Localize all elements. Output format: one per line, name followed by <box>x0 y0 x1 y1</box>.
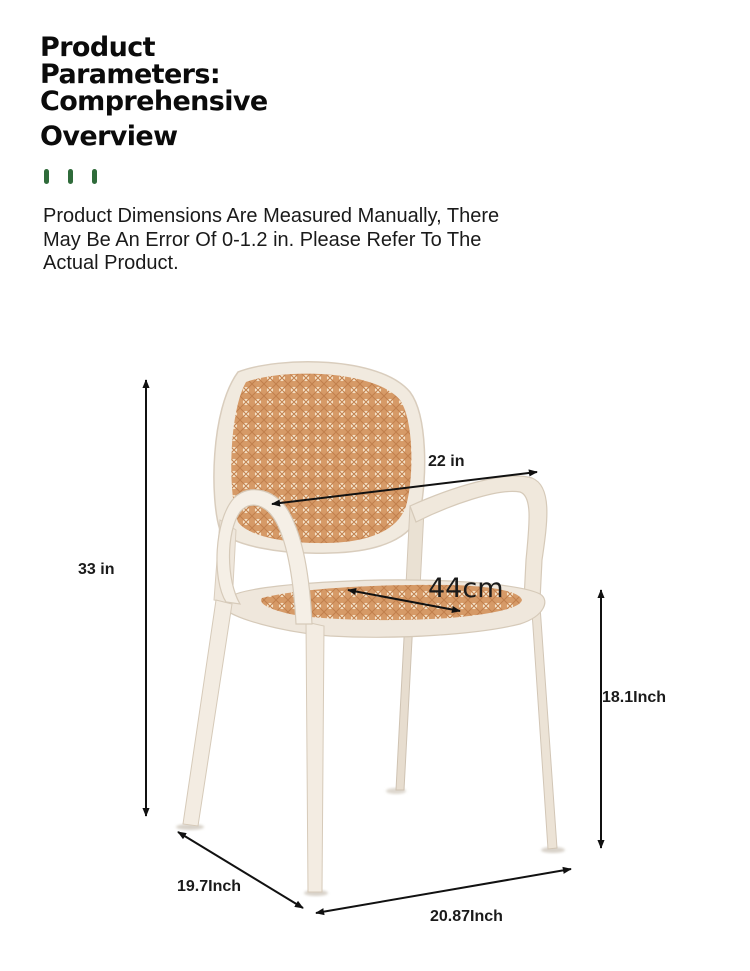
arm-width-label: 22 in <box>428 453 465 470</box>
depth-label: 19.7Inch <box>177 878 242 895</box>
seat-height-label: 18.1Inch <box>602 689 667 706</box>
width-label: 20.87Inch <box>430 908 503 925</box>
width-arrow <box>316 869 571 913</box>
seat-width-label: 44cm <box>428 573 504 604</box>
chair-image <box>176 362 565 896</box>
note-line-3: Actual Product. <box>43 252 179 274</box>
title-line-4: Overview <box>40 121 178 152</box>
note-line-2: May Be An Error Of 0-1.2 in. Please Refer To The <box>43 228 482 251</box>
title-line-3: Comprehensive <box>40 86 268 117</box>
height-label: 33 in <box>78 561 115 578</box>
note-line-1: Product Dimensions Are Measured Manually, There <box>43 205 500 227</box>
depth-arrow <box>178 832 303 908</box>
title-line-2: Parameters: <box>40 59 221 90</box>
title-line-1: Product <box>40 32 155 63</box>
